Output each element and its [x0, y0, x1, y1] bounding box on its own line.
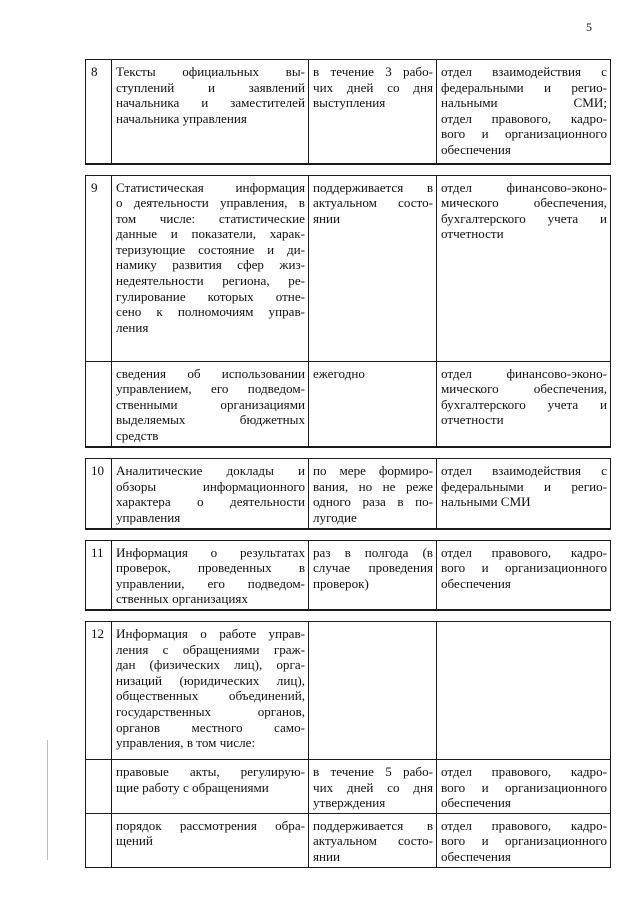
info-description-line: щений: [116, 833, 153, 849]
info-description-line: щие работу с обращениями: [116, 779, 269, 795]
info-description-line: управления: [116, 509, 181, 525]
responsible-department-line: отдел правового, кадро-: [441, 817, 607, 833]
info-description-line: органов местного само-: [116, 719, 305, 735]
row-number: [86, 622, 112, 760]
table-row: [86, 60, 611, 164]
row-number: [86, 60, 112, 164]
responsible-department-line: нальными СМИ: [441, 494, 531, 510]
responsible-department: [437, 760, 611, 814]
info-description-line: государственных органов,: [116, 703, 305, 719]
table-row: [86, 175, 611, 361]
info-description-line: том числе: статистические: [116, 210, 305, 226]
publication-period-line: утверждения: [313, 795, 386, 811]
info-description-line: начальника и заместителей: [116, 95, 305, 111]
info-description-line: начальника управления: [116, 110, 247, 126]
info-description-line: правовые акты, регулирую-: [116, 764, 305, 779]
row-gap-cell: [86, 164, 611, 176]
responsible-department-line: бухгалтерского учета и: [441, 396, 607, 412]
row-gap: [86, 447, 611, 459]
publication-period-line: по мере формиро-: [313, 463, 433, 478]
row-number: [86, 760, 112, 814]
responsible-department: [437, 175, 611, 361]
row-number: [86, 361, 112, 447]
info-description-line: ступлений и заявлений: [116, 79, 305, 95]
responsible-department-line: вого и организационного: [441, 779, 607, 795]
responsible-department-line: отдел финансово-эконо-: [441, 365, 607, 381]
info-description-line: дан (физических лиц), орга-: [116, 657, 305, 673]
responsible-department-line: мического обеспечения,: [441, 195, 607, 211]
publication-period-line: янии: [313, 848, 341, 864]
table-row: [86, 813, 611, 867]
table-row: [86, 622, 611, 760]
info-description-line: порядок рассмотрения обра-: [116, 817, 305, 833]
info-description-line: сено к полномочиям управ-: [116, 304, 305, 320]
info-description-line: гулирование которых отне-: [116, 288, 305, 304]
info-description: [112, 459, 309, 529]
publication-period-line: чих дней со дня: [313, 779, 433, 795]
info-description-line: Тексты официальных вы-: [116, 64, 305, 79]
responsible-department-line: отдел взаимодействия с: [441, 463, 607, 478]
row-number-text: 12: [91, 626, 105, 641]
responsible-department-line: обеспечения: [441, 575, 511, 591]
info-description: [112, 175, 309, 361]
info-description: [112, 813, 309, 867]
info-description-line: управлении, его подведом-: [116, 575, 305, 591]
publication-period-line: выступления: [313, 95, 386, 111]
responsible-department-line: вого и организационного: [441, 560, 607, 576]
info-description-line: выделяемых бюджетных: [116, 412, 305, 428]
info-description-line: Статистическая информация: [116, 179, 305, 195]
publication-period-line: вания, но не реже: [313, 478, 433, 494]
responsible-department-line: нальными СМИ;: [441, 95, 607, 111]
margin-line: [47, 740, 48, 860]
responsible-department: [437, 361, 611, 447]
responsible-department-line: отчетности: [441, 412, 504, 428]
info-description: [112, 540, 309, 610]
responsible-department-line: отдел взаимодействия с: [441, 64, 607, 79]
info-description-line: общественных объединений,: [116, 688, 305, 704]
publication-period-line: поддерживается в: [313, 179, 433, 195]
publication-period: [309, 760, 437, 814]
info-description-line: Информация о результатах: [116, 544, 305, 560]
responsible-department-line: отдел правового, кадро-: [441, 544, 607, 560]
info-description-line: Информация о работе управ-: [116, 626, 305, 641]
responsible-department-line: вого и организационного: [441, 126, 607, 142]
row-number: [86, 540, 112, 610]
publication-period: [309, 540, 437, 610]
responsible-department-line: обеспечения: [441, 141, 511, 157]
responsible-department-line: мического обеспечения,: [441, 381, 607, 397]
row-number: [86, 459, 112, 529]
responsible-department-line: вого и организационного: [441, 833, 607, 849]
publication-period-line: ежегодно: [313, 365, 365, 381]
publication-period: [309, 60, 437, 164]
publication-period-line: случае проведения: [313, 560, 433, 576]
row-number: [86, 175, 112, 361]
row-number-text: 11: [91, 544, 104, 560]
responsible-department: [437, 459, 611, 529]
publication-period: [309, 459, 437, 529]
row-number-text: 8: [91, 64, 98, 79]
table-body: [86, 60, 611, 868]
row-gap: [86, 164, 611, 176]
responsible-department-line: бухгалтерского учета и: [441, 210, 607, 226]
info-description-line: ления: [116, 319, 149, 335]
publication-period-line: лугодие: [313, 509, 357, 525]
row-gap: [86, 529, 611, 541]
responsible-department: [437, 540, 611, 610]
publication-period-line: раз в полгода (в: [313, 544, 433, 560]
info-description-line: обзоры информационного: [116, 478, 305, 494]
table-row: [86, 760, 611, 814]
publication-period: [309, 361, 437, 447]
row-gap-cell: [86, 529, 611, 541]
info-description-line: Аналитические доклады и: [116, 463, 305, 478]
info-description-line: недеятельности региона, ре-: [116, 273, 305, 289]
page-number: 5: [586, 20, 592, 34]
row-number-text: 10: [91, 463, 105, 478]
info-description: [112, 760, 309, 814]
info-description-line: сведения об использовании: [116, 365, 305, 381]
publication-period-line: проверок): [313, 575, 369, 591]
info-description: [112, 622, 309, 760]
info-description-line: ления с обращениями граж-: [116, 641, 305, 657]
publication-period: [309, 175, 437, 361]
row-gap-cell: [86, 610, 611, 622]
info-description-line: управления, в том числе:: [116, 735, 256, 751]
info-description-line: о деятельности управления, в: [116, 195, 305, 211]
responsible-department-line: федеральными и регио-: [441, 478, 607, 494]
info-description-line: ственными организациями: [116, 396, 305, 412]
responsible-department-line: отдел финансово-эконо-: [441, 179, 607, 195]
table-row: [86, 540, 611, 610]
responsible-department-line: отдел правового, кадро-: [441, 110, 607, 126]
info-description-line: проверок, проведенных в: [116, 560, 305, 576]
row-gap: [86, 610, 611, 622]
publication-period-line: в течение 5 рабо-: [313, 764, 433, 779]
table-row: [86, 459, 611, 529]
row-gap-cell: [86, 447, 611, 459]
responsible-department-line: отчетности: [441, 226, 504, 242]
info-table: [85, 59, 611, 868]
publication-period-line: одного раза в по-: [313, 494, 433, 510]
info-description-line: данные и показатели, харак-: [116, 226, 305, 242]
publication-period-line: в течение 3 рабо-: [313, 64, 433, 79]
publication-period-line: актуальном состо-: [313, 833, 433, 849]
publication-period-line: чих дней со дня: [313, 79, 433, 95]
responsible-department-line: федеральными и регио-: [441, 79, 607, 95]
info-description-line: управлением, его подведом-: [116, 381, 305, 397]
info-description-line: средств: [116, 427, 159, 443]
responsible-department: [437, 622, 611, 760]
responsible-department-line: обеспечения: [441, 848, 511, 864]
publication-period-line: поддерживается в: [313, 817, 433, 833]
publication-period: [309, 622, 437, 760]
row-number: [86, 813, 112, 867]
responsible-department-line: обеспечения: [441, 795, 511, 811]
info-description-line: низаций (юридических лиц),: [116, 672, 305, 688]
responsible-department: [437, 813, 611, 867]
publication-period-line: янии: [313, 210, 341, 226]
info-description-line: характера о деятельности: [116, 494, 305, 510]
publication-period-line: актуальном состо-: [313, 195, 433, 211]
info-description-line: теризующие состояние и ди-: [116, 241, 305, 257]
info-description-line: намику развития сфер жиз-: [116, 257, 305, 273]
publication-period: [309, 813, 437, 867]
info-description: [112, 60, 309, 164]
row-number-text: 9: [91, 179, 98, 195]
responsible-department: [437, 60, 611, 164]
info-description-line: ственных организациях: [116, 591, 248, 607]
responsible-department-line: отдел правового, кадро-: [441, 764, 607, 779]
table-row: [86, 361, 611, 447]
info-description: [112, 361, 309, 447]
